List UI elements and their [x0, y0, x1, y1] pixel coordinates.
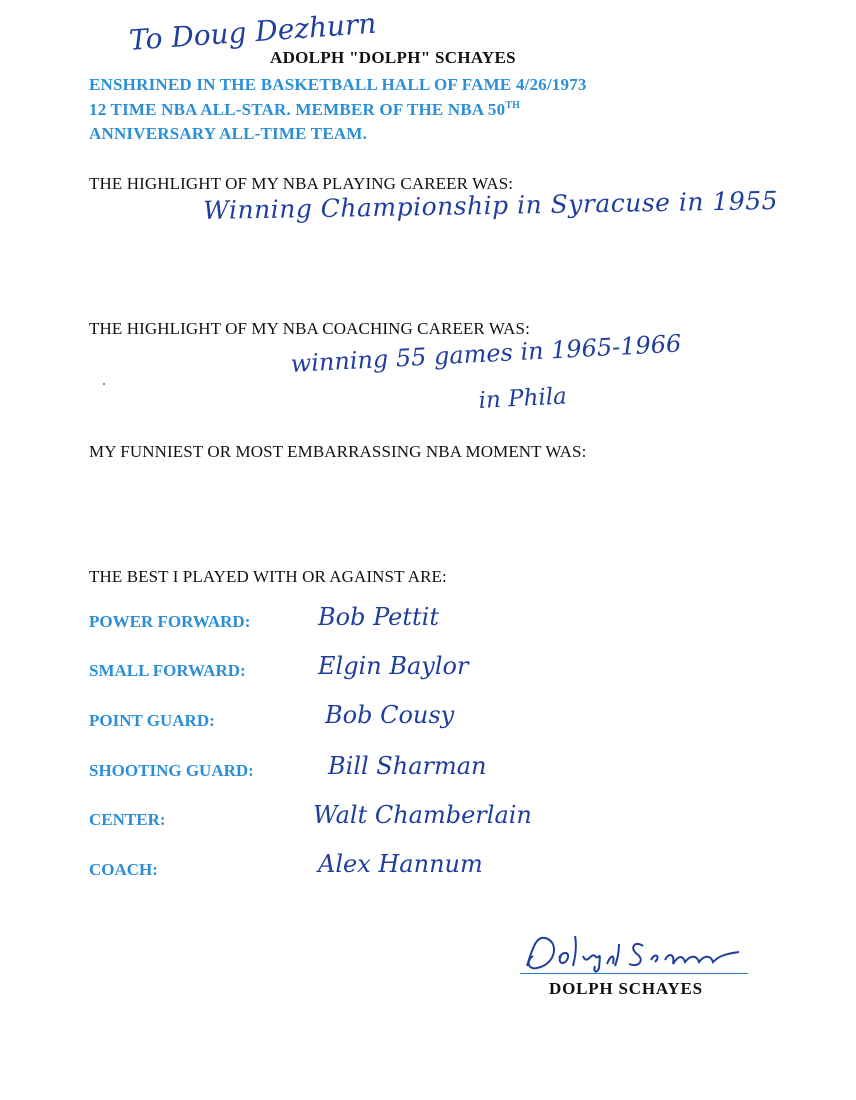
player-name-heading: ADOLPH "DOLPH" SCHAYES [270, 48, 516, 67]
center-label: CENTER: [89, 810, 166, 829]
center-player: Walt Chamberlain [313, 801, 532, 829]
handwritten-inscription: To Doug Dezhurn [128, 6, 378, 57]
shooting-guard-label: SHOOTING GUARD: [89, 761, 254, 780]
power-forward-player: Bob Pettit [318, 603, 439, 631]
small-forward-player: Elgin Baylor [318, 652, 469, 680]
anniversary-team-line: ANNIVERSARY ALL-TIME TEAM. [89, 124, 368, 143]
funniest-moment-question: MY FUNNIEST OR MOST EMBARRASSING NBA MOMENT WAS: [89, 442, 587, 461]
hall-of-fame-line: ENSHRINED IN THE BASKETBALL HALL OF FAME 4/26/1973 [89, 75, 587, 94]
printed-signature-name: DOLPH SCHAYES [549, 979, 703, 998]
all-star-line [89, 100, 520, 120]
point-guard-label: POINT GUARD: [89, 711, 215, 730]
power-forward-label: POWER FORWARD: [89, 612, 251, 631]
coach-label: COACH: [89, 860, 158, 879]
coaching-career-question: THE HIGHLIGHT OF MY NBA COACHING CAREER WAS: [89, 319, 530, 338]
stray-dot [103, 383, 105, 385]
all-star-text: 12 TIME NBA ALL-STAR. MEMBER OF THE NBA 50 [89, 100, 506, 119]
small-forward-label: SMALL FORWARD: [89, 661, 246, 680]
coaching-career-answer-line2: in Phila [478, 383, 568, 414]
shooting-guard-player: Bill Sharman [328, 752, 487, 780]
coach-name: Alex Hannum [318, 850, 483, 878]
playing-career-question: THE HIGHLIGHT OF MY NBA PLAYING CAREER WAS: [89, 174, 514, 193]
point-guard-player: Bob Cousy [325, 701, 455, 729]
best-players-heading: THE BEST I PLAYED WITH OR AGAINST ARE: [89, 567, 447, 586]
coaching-career-answer: winning 55 games in 1965-1966 [290, 329, 682, 378]
ordinal-suffix: TH [505, 100, 521, 111]
handwritten-signature [515, 926, 755, 976]
signature-line [520, 973, 748, 974]
playing-career-answer: Winning Championship in Syracuse in 1955 [203, 185, 779, 225]
